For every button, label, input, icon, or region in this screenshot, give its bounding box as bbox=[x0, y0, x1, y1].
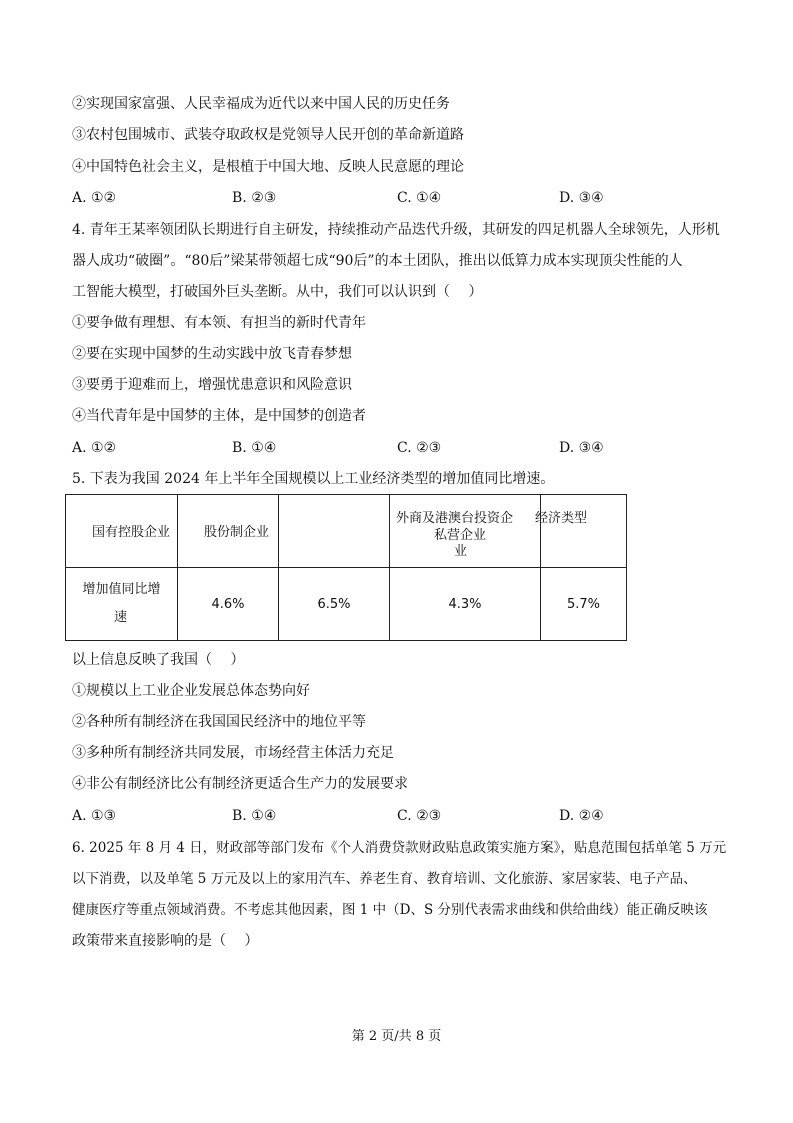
q5-option-c[interactable]: C. ②③ bbox=[397, 808, 442, 824]
table-cell: 4.3% bbox=[390, 568, 541, 641]
q5-item-4: ④非公有制经济比公有制经济更适合生产力的发展要求 bbox=[72, 776, 408, 792]
table-header-foreign-tail: 业 bbox=[454, 544, 468, 559]
table-cell: 4.6% bbox=[178, 568, 279, 641]
q6-stem-line-3: 健康医疗等重点领域消费。不考虑其他因素，图 1 中（D、S 分别代表需求曲线和供给曲线）能正确反映该 bbox=[72, 902, 708, 918]
q3-item-3: ③农村包围城市、武装夺取政权是党领导人民开创的革命新道路 bbox=[72, 127, 464, 143]
q3-item-4: ④中国特色社会主义，是根植于中国大地、反映人民意愿的理论 bbox=[72, 159, 464, 175]
q3-options bbox=[72, 188, 632, 208]
q4-item-1: ①要争做有理想、有本领、有担当的新时代青年 bbox=[72, 315, 366, 331]
row-label-line-1: 增加值同比增 bbox=[82, 582, 161, 597]
table-header-cell bbox=[535, 495, 627, 568]
q3-option-b[interactable]: B. ②③ bbox=[232, 190, 277, 206]
q4-option-b[interactable]: B. ①④ bbox=[232, 440, 277, 456]
row-label-line-2: 速 bbox=[114, 610, 128, 625]
table-row-label bbox=[66, 568, 178, 641]
q5-options bbox=[72, 806, 632, 826]
q4-item-4: ④当代青年是中国梦的主体，是中国梦的创造者 bbox=[72, 408, 366, 424]
table-cell: 5.7% bbox=[541, 568, 627, 641]
q3-item-2: ②实现国家富强、人民幸福成为近代以来中国人民的历史任务 bbox=[72, 96, 450, 112]
table-header-private: 私营企业 bbox=[434, 528, 487, 543]
page-number: 第 2 页/共 8 页 bbox=[351, 1029, 442, 1044]
table-cell: 6.5% bbox=[279, 568, 390, 641]
q6-stem-line-2: 以下消费，以及单笔 5 万元及以上的家用汽车、养老生育、教育培训、文化旅游、家居家装、电子产品、 bbox=[72, 871, 697, 887]
table-header-foreign: 外商及港澳台投资企 bbox=[396, 511, 514, 526]
table-header-economic-type: 经济类型 bbox=[535, 511, 588, 526]
table-header-cell bbox=[66, 495, 178, 568]
q5-item-2: ②各种所有制经济在我国国民经济中的地位平等 bbox=[72, 714, 366, 730]
q5-after-table: 以上信息反映了我国（ ） bbox=[72, 652, 245, 668]
q5-option-b[interactable]: B. ①④ bbox=[232, 808, 277, 824]
q3-option-c[interactable]: C. ①④ bbox=[397, 190, 442, 206]
table-header-cell bbox=[178, 495, 279, 568]
q5-item-3: ③多种所有制经济共同发展，市场经营主体活力充足 bbox=[72, 745, 394, 761]
q4-stem-line-3: 工智能大模型，打破国外巨头垄断。从中，我们可以认识到（ ） bbox=[72, 284, 483, 300]
q5-data-table bbox=[65, 494, 627, 641]
q4-option-a[interactable]: A. ①② bbox=[72, 440, 117, 456]
table-header-cell bbox=[390, 495, 541, 568]
q5-stem: 5. 下表为我国 2024 年上半年全国规模以上工业经济类型的增加值同比增速。 bbox=[72, 471, 555, 487]
q5-option-d[interactable]: D. ②④ bbox=[559, 808, 604, 824]
q4-item-3: ③要勇于迎难而上，增强忧患意识和风险意识 bbox=[72, 377, 352, 393]
q4-option-c[interactable]: C. ②③ bbox=[397, 440, 442, 456]
q4-option-d[interactable]: D. ③④ bbox=[559, 440, 604, 456]
q5-option-a[interactable]: A. ①③ bbox=[72, 808, 117, 824]
q3-option-d[interactable]: D. ③④ bbox=[559, 190, 604, 206]
q4-stem-line-1: 4. 青年王某率领团队长期进行自主研发，持续推动产品迭代升级，其研发的四足机器人全球领先，人形机 bbox=[72, 222, 720, 238]
q4-options bbox=[72, 438, 632, 458]
q4-item-2: ②要在实现中国梦的生动实践中放飞青春梦想 bbox=[72, 346, 352, 362]
table-header-cell bbox=[279, 495, 390, 568]
q5-item-1: ①规模以上工业企业发展总体态势向好 bbox=[72, 683, 310, 699]
table-header-joint-stock: 股份制企业 bbox=[204, 525, 270, 540]
q6-stem-line-1: 6. 2025 年 8 月 4 日，财政部等部门发布《个人消费贷款财政贴息政策实施方案》，贴息范围包括单笔 5 万元 bbox=[72, 840, 727, 856]
table-header-state-owned: 国有控股企业 bbox=[92, 525, 171, 540]
q6-stem-line-4: 政策带来直接影响的是（ ） bbox=[72, 933, 259, 949]
q3-option-a[interactable]: A. ①② bbox=[72, 190, 117, 206]
q4-stem-line-2: 器人成功“破圈”。“80后”梁某带领超七成“90后”的本土团队，推出以低算力成本实现顶尖性能的人 bbox=[72, 253, 683, 269]
